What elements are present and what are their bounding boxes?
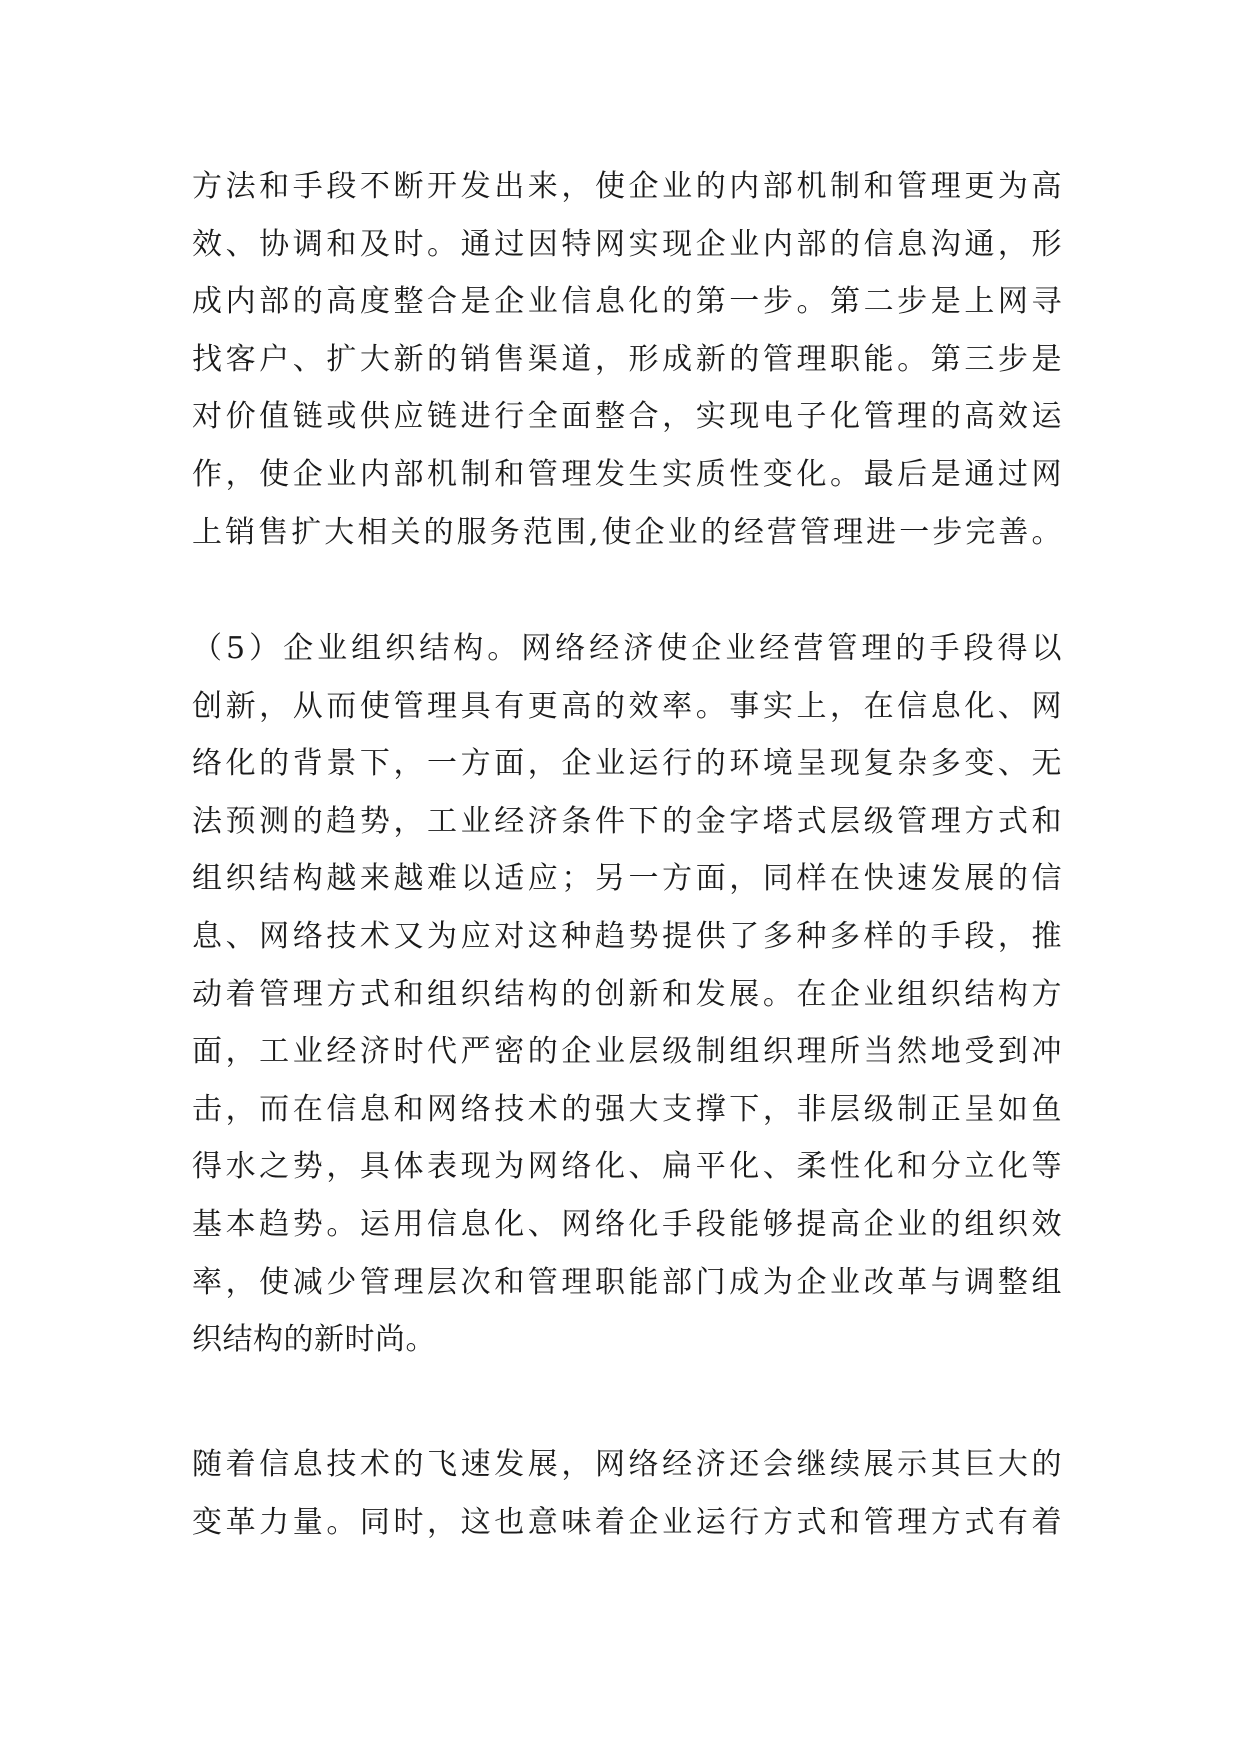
text-line: 对价值链或供应链进行全面整合，实现电子化管理的高效运 (192, 399, 1062, 435)
text-line: 法预测的趋势，工业经济条件下的金字塔式层级管理方式和 (192, 803, 1062, 839)
text-line: 击，而在信息和网络技术的强大支撑下，非层级制正呈如鱼 (192, 1091, 1062, 1127)
text-line: 效、协调和及时。通过因特网实现企业内部的信息沟通，形 (192, 226, 1062, 262)
text-line: 动着管理方式和组织结构的创新和发展。在企业组织结构方 (192, 976, 1062, 1012)
text-line: 随着信息技术的飞速发展，网络经济还会继续展示其巨大的 (192, 1447, 1062, 1482)
paragraph-internal-management (192, 158, 1062, 561)
text-line: 得水之势，具体表现为网络化、扁平化、柔性化和分立化等 (192, 1149, 1062, 1185)
text-line: 织结构的新时尚。 (192, 1322, 436, 1358)
text-line: 面，工业经济时代严密的企业层级制组织理所当然地受到冲 (192, 1034, 1062, 1070)
text-line: 方法和手段不断开发出来，使企业的内部机制和管理更为高 (192, 169, 1062, 204)
text-line: 创新，从而使管理具有更高的效率。事实上，在信息化、网 (192, 688, 1062, 724)
text-line: 上销售扩大相关的服务范围,使企业的经营管理进一步完善。 (192, 514, 1062, 550)
text-line: 成内部的高度整合是企业信息化的第一步。第二步是上网寻 (192, 284, 1062, 320)
text-line: 率，使减少管理层次和管理职能部门成为企业改革与调整组 (192, 1264, 1062, 1300)
text-line: （5）企业组织结构。网络经济使企业经营管理的手段得以 (192, 631, 1062, 666)
text-line: 组织结构越来越难以适应；另一方面，同样在快速发展的信 (192, 861, 1062, 897)
paragraph-organization-structure (192, 620, 1062, 1369)
paragraph-network-economy (192, 1436, 1062, 1551)
text-line: 基本趋势。运用信息化、网络化手段能够提高企业的组织效 (192, 1206, 1062, 1242)
text-line: 找客户、扩大新的销售渠道，形成新的管理职能。第三步是 (192, 341, 1062, 377)
text-line: 息、网络技术又为应对这种趋势提供了多种多样的手段，推 (192, 918, 1062, 954)
text-line: 络化的背景下，一方面，企业运行的环境呈现复杂多变、无 (192, 746, 1062, 782)
text-line: 变革力量。同时，这也意味着企业运行方式和管理方式有着 (192, 1504, 1062, 1540)
text-line: 作，使企业内部机制和管理发生实质性变化。最后是通过网 (192, 456, 1062, 492)
